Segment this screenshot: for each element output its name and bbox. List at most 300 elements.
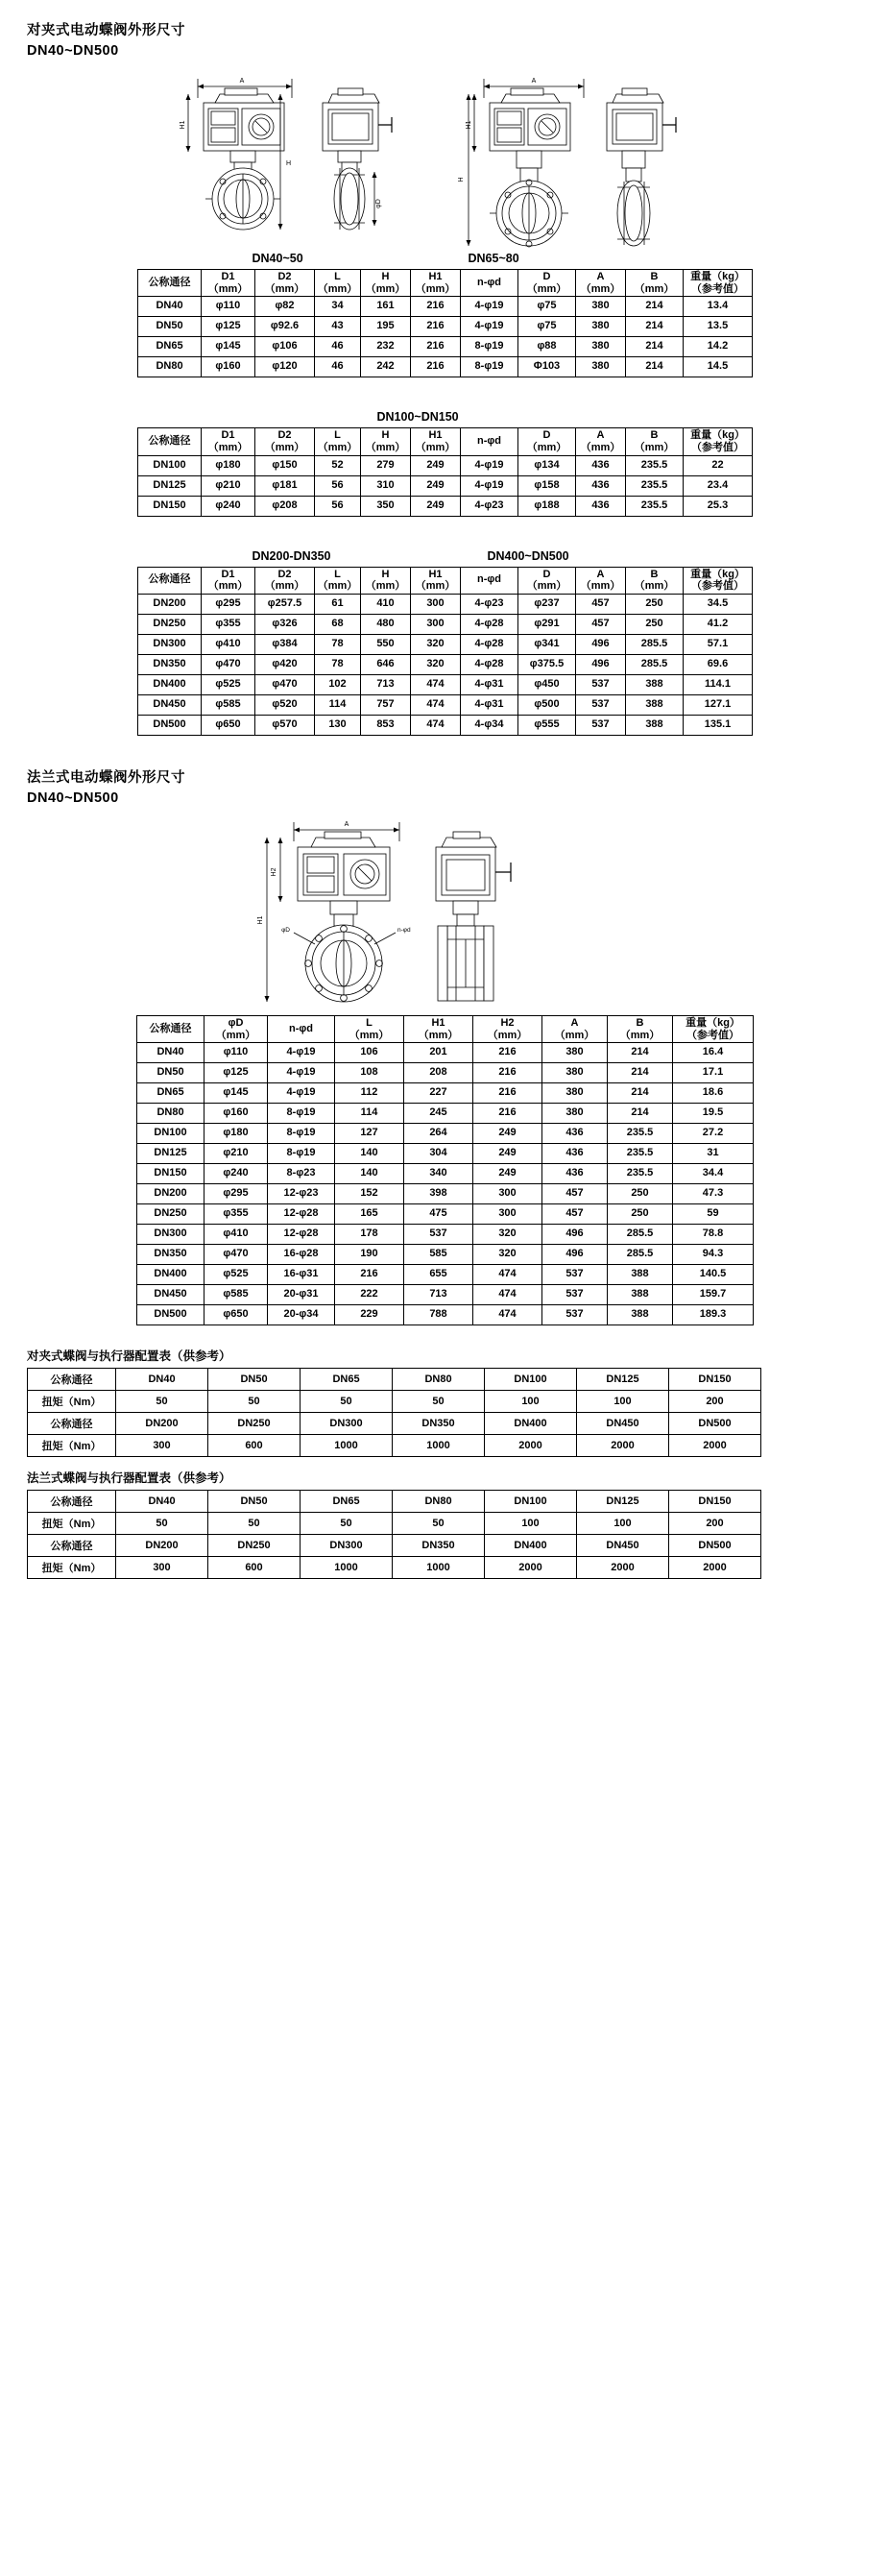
- table-cell: 8-φ23: [268, 1164, 335, 1184]
- config-cell: DN40: [116, 1491, 208, 1513]
- table-cell: 216: [411, 297, 461, 317]
- col-header-line2: （mm）: [349, 1029, 390, 1041]
- row-label: DN150: [138, 496, 202, 516]
- col-header-3: [335, 1015, 404, 1042]
- table-wafer-dn200-dn500: [137, 567, 753, 736]
- config-cell: 50: [301, 1391, 393, 1413]
- table-row: [138, 337, 753, 357]
- table-cell: 853: [361, 715, 411, 735]
- table-cell: 480: [361, 614, 411, 634]
- config-cell: 2000: [577, 1557, 669, 1579]
- table-cell: 320: [473, 1225, 542, 1245]
- table-cell: φ188: [518, 496, 576, 516]
- col-header-9: [626, 428, 684, 455]
- table-cell: 235.5: [626, 496, 684, 516]
- table-cell: 195: [361, 317, 411, 337]
- table-cell: 474: [473, 1285, 542, 1305]
- table-cell: 140: [335, 1164, 404, 1184]
- table-row: [137, 1285, 754, 1305]
- col-header-line2: （mm）: [526, 580, 567, 593]
- col-header-6: n-φd: [461, 567, 518, 594]
- config-row: [28, 1413, 761, 1435]
- config-cell: DN100: [485, 1369, 577, 1391]
- config-cell: DN65: [301, 1491, 393, 1513]
- table-cell: 4-φ19: [461, 297, 518, 317]
- col-header-line1: H1: [428, 429, 443, 442]
- table-cell: φ88: [518, 337, 576, 357]
- table-cell: 14.5: [684, 357, 753, 377]
- config-cell: 1000: [301, 1557, 393, 1579]
- table-cell: 216: [473, 1063, 542, 1083]
- table-cell: 216: [473, 1083, 542, 1104]
- col-header-line1: B: [650, 568, 659, 580]
- figure-wafer-valve: [177, 69, 714, 252]
- config-cell: DN50: [208, 1369, 301, 1391]
- table-row: [138, 634, 753, 654]
- table-wafer-dn40-dn80: [137, 269, 753, 377]
- table-cell: 201: [404, 1043, 473, 1063]
- table-cell: 214: [608, 1083, 673, 1104]
- table-cell: φ295: [202, 594, 255, 614]
- table-cell: φ210: [202, 475, 255, 496]
- table-cell: φ470: [255, 674, 315, 694]
- table-cell: 13.4: [684, 297, 753, 317]
- table-cell: φ106: [255, 337, 315, 357]
- config-cell: DN500: [669, 1535, 761, 1557]
- table-row: [137, 1164, 754, 1184]
- table3-caption-right: DN400~DN500: [487, 548, 569, 563]
- col-header-8: [576, 567, 626, 594]
- table-cell: 249: [411, 496, 461, 516]
- table-cell: 12-φ23: [268, 1184, 335, 1204]
- row-label: DN50: [137, 1063, 204, 1083]
- table-cell: 17.1: [673, 1063, 754, 1083]
- col-header-line1: H2: [500, 1016, 515, 1029]
- col-header-3: [315, 567, 361, 594]
- table-cell: 4-φ19: [268, 1063, 335, 1083]
- col-header-line1: H1: [431, 1016, 445, 1029]
- table-header-row: [138, 270, 753, 297]
- table-cell: 34: [315, 297, 361, 317]
- svg-text:φD: φD: [374, 199, 382, 208]
- col-header-line1: L: [334, 568, 341, 580]
- table-cell: 436: [542, 1124, 608, 1144]
- table-cell: 4-φ19: [268, 1043, 335, 1063]
- section-title-wafer: [27, 21, 890, 61]
- table-cell: φ210: [204, 1144, 268, 1164]
- table-cell: 227: [404, 1083, 473, 1104]
- table-cell: 655: [404, 1265, 473, 1285]
- table-cell: 46: [315, 357, 361, 377]
- col-header-line2: （mm）: [264, 441, 305, 453]
- table-cell: 585: [404, 1245, 473, 1265]
- table-cell: 229: [335, 1305, 404, 1325]
- row-label: DN125: [138, 475, 202, 496]
- col-header-line1: φD: [228, 1016, 244, 1029]
- table-cell: 214: [608, 1104, 673, 1124]
- table-cell: 14.2: [684, 337, 753, 357]
- table-cell: 4-φ23: [461, 594, 518, 614]
- table-cell: 242: [361, 357, 411, 377]
- col-header-line1: D2: [277, 271, 292, 283]
- col-header-line1: H: [381, 271, 390, 283]
- table-cell: 78: [315, 634, 361, 654]
- table-wafer-dn100-dn150: [137, 427, 753, 516]
- table-cell: 19.5: [673, 1104, 754, 1124]
- table-row: [137, 1184, 754, 1204]
- config-cell: 50: [208, 1391, 301, 1413]
- table-cell: φ158: [518, 475, 576, 496]
- table-cell: φ125: [204, 1063, 268, 1083]
- table-cell: φ585: [202, 694, 255, 715]
- config-row: [28, 1535, 761, 1557]
- table-cell: 249: [411, 455, 461, 475]
- table-cell: φ134: [518, 455, 576, 475]
- section1-title-line2: DN40~DN500: [27, 43, 119, 60]
- row-label: DN150: [137, 1164, 204, 1184]
- figure-flange-valve-wrap: [0, 809, 890, 1004]
- table-cell: 388: [608, 1285, 673, 1305]
- table-cell: 300: [473, 1184, 542, 1204]
- table-row: [137, 1245, 754, 1265]
- table-cell: 8-φ19: [461, 337, 518, 357]
- row-label: DN300: [137, 1225, 204, 1245]
- figure1-caption-left: DN40~50: [252, 252, 303, 266]
- svg-text:H2: H2: [270, 867, 277, 877]
- col-header-1: [204, 1015, 268, 1042]
- col-header-1: [202, 270, 255, 297]
- table-cell: φ181: [255, 475, 315, 496]
- table-cell: 27.2: [673, 1124, 754, 1144]
- table-cell: 310: [361, 475, 411, 496]
- table-cell: φ240: [204, 1164, 268, 1184]
- config-row-label: 扭矩（Nm）: [28, 1557, 116, 1579]
- table-cell: 214: [608, 1063, 673, 1083]
- table-row: [138, 694, 753, 715]
- row-label: DN125: [137, 1144, 204, 1164]
- table-cell: 31: [673, 1144, 754, 1164]
- table-cell: 4-φ19: [461, 475, 518, 496]
- table-cell: φ450: [518, 674, 576, 694]
- row-label: DN100: [138, 455, 202, 475]
- col-header-line2: （mm）: [580, 282, 621, 295]
- table-cell: 216: [473, 1104, 542, 1124]
- col-header-line2: （mm）: [487, 1029, 528, 1041]
- col-header-3: [315, 428, 361, 455]
- table-row: [137, 1124, 754, 1144]
- col-header-2: [255, 567, 315, 594]
- table-cell: 550: [361, 634, 411, 654]
- col-header-line1: H: [381, 568, 390, 580]
- config-cell: DN350: [393, 1413, 485, 1435]
- config-row-label: 扭矩（Nm）: [28, 1435, 116, 1457]
- table-cell: 496: [542, 1245, 608, 1265]
- table-cell: 279: [361, 455, 411, 475]
- svg-text:H1: H1: [465, 120, 472, 130]
- table-cell: 388: [608, 1305, 673, 1325]
- table-cell: 4-φ23: [461, 496, 518, 516]
- col-header-line1: D: [542, 568, 551, 580]
- table-row: [137, 1305, 754, 1325]
- row-label: DN500: [138, 715, 202, 735]
- table-flange-torque-config: [27, 1490, 761, 1579]
- table-cell: 216: [411, 337, 461, 357]
- section1-title-line1: 对夹式电动蝶阀外形尺寸: [27, 23, 185, 38]
- table-cell: 214: [626, 337, 684, 357]
- col-header-line2: （参考值）: [691, 580, 744, 593]
- table-header-row: [137, 1015, 754, 1042]
- col-header-line2: （mm）: [317, 441, 358, 453]
- section-title-flange: [27, 768, 890, 809]
- table-cell: φ384: [255, 634, 315, 654]
- config-cell: DN50: [208, 1491, 301, 1513]
- config-cell: 1000: [301, 1435, 393, 1457]
- table-row: [138, 674, 753, 694]
- table-cell: φ237: [518, 594, 576, 614]
- col-header-1: [202, 567, 255, 594]
- table-cell: 537: [404, 1225, 473, 1245]
- table-cell: φ326: [255, 614, 315, 634]
- table-cell: φ257.5: [255, 594, 315, 614]
- svg-text:A: A: [344, 820, 349, 828]
- table2-caption: DN100~DN150: [376, 410, 459, 425]
- table-header-row: [138, 428, 753, 455]
- table-cell: 757: [361, 694, 411, 715]
- table-cell: 52: [315, 455, 361, 475]
- table-wafer-torque-config: [27, 1368, 761, 1457]
- col-header-line1: D1: [221, 429, 235, 442]
- table-cell: 216: [473, 1043, 542, 1063]
- table-cell: 34.4: [673, 1164, 754, 1184]
- row-label: DN40: [137, 1043, 204, 1063]
- table-cell: 474: [411, 694, 461, 715]
- table-cell: 249: [473, 1164, 542, 1184]
- col-header-line1: B: [650, 429, 659, 442]
- table-cell: 214: [626, 317, 684, 337]
- config-cell: DN400: [485, 1413, 577, 1435]
- table-cell: 4-φ28: [461, 614, 518, 634]
- config-cell: 2000: [669, 1435, 761, 1457]
- config-row-label: 公称通径: [28, 1535, 116, 1557]
- table-cell: 410: [361, 594, 411, 614]
- table-cell: 788: [404, 1305, 473, 1325]
- col-header-line2: （mm）: [317, 580, 358, 593]
- col-header-line1: D: [542, 429, 551, 442]
- table-cell: 235.5: [626, 455, 684, 475]
- config-cell: DN125: [577, 1369, 669, 1391]
- table-row: [138, 594, 753, 614]
- row-label: DN100: [137, 1124, 204, 1144]
- table-cell: 380: [542, 1104, 608, 1124]
- table-cell: 161: [361, 297, 411, 317]
- config-row: [28, 1513, 761, 1535]
- col-header-line2: （mm）: [215, 1029, 256, 1041]
- table-row: [137, 1204, 754, 1225]
- col-header-2: [255, 428, 315, 455]
- table-cell: 216: [411, 317, 461, 337]
- table-cell: 4-φ19: [268, 1083, 335, 1104]
- table-row: [137, 1144, 754, 1164]
- table-cell: 457: [542, 1184, 608, 1204]
- config-cell: 2000: [485, 1435, 577, 1457]
- table-cell: 496: [542, 1225, 608, 1245]
- table-cell: φ355: [202, 614, 255, 634]
- table-cell: 380: [542, 1083, 608, 1104]
- figure-flange-valve: [234, 816, 657, 1004]
- table-cell: 249: [473, 1144, 542, 1164]
- table-cell: 25.3: [684, 496, 753, 516]
- col-header-line2: （mm）: [526, 282, 567, 295]
- config-cell: DN300: [301, 1535, 393, 1557]
- table-cell: φ145: [202, 337, 255, 357]
- col-header-line1: L: [334, 429, 341, 442]
- table-cell: φ208: [255, 496, 315, 516]
- table-cell: φ75: [518, 297, 576, 317]
- table-cell: 285.5: [626, 654, 684, 674]
- table-cell: 23.4: [684, 475, 753, 496]
- table-cell: 140: [335, 1144, 404, 1164]
- svg-text:A: A: [531, 78, 536, 85]
- svg-text:H: H: [457, 177, 465, 182]
- table-cell: 127.1: [684, 694, 753, 715]
- table-cell: 13.5: [684, 317, 753, 337]
- config-cell: 300: [116, 1435, 208, 1457]
- table-cell: 474: [473, 1265, 542, 1285]
- table-cell: 457: [576, 594, 626, 614]
- col-header-line1: 重量（kg）: [686, 1016, 740, 1029]
- table-cell: 380: [542, 1063, 608, 1083]
- col-header-0: 公称通径: [138, 428, 202, 455]
- table-cell: 140.5: [673, 1265, 754, 1285]
- col-header-line2: （mm）: [415, 441, 456, 453]
- svg-text:H1: H1: [256, 915, 264, 925]
- table-cell: φ470: [204, 1245, 268, 1265]
- col-header-line1: D1: [221, 568, 235, 580]
- table-cell: 388: [626, 715, 684, 735]
- table-cell: 214: [608, 1043, 673, 1063]
- table-cell: 190: [335, 1245, 404, 1265]
- table-cell: φ295: [204, 1184, 268, 1204]
- table-cell: 16.4: [673, 1043, 754, 1063]
- table-cell: 114.1: [684, 674, 753, 694]
- col-header-9: [626, 270, 684, 297]
- table-cell: 4-φ31: [461, 674, 518, 694]
- table-cell: 16-φ28: [268, 1245, 335, 1265]
- table-cell: φ375.5: [518, 654, 576, 674]
- table-cell: Φ103: [518, 357, 576, 377]
- config-cell: 200: [669, 1391, 761, 1413]
- config-cell: DN80: [393, 1491, 485, 1513]
- svg-text:φD: φD: [280, 926, 290, 934]
- table-cell: 214: [626, 357, 684, 377]
- table-cell: 56: [315, 496, 361, 516]
- table-cell: φ120: [255, 357, 315, 377]
- table-cell: 320: [411, 654, 461, 674]
- row-label: DN250: [138, 614, 202, 634]
- table-cell: 108: [335, 1063, 404, 1083]
- config-cell: DN125: [577, 1491, 669, 1513]
- table-cell: 250: [608, 1184, 673, 1204]
- col-header-line1: 重量（kg）: [690, 568, 745, 580]
- table-cell: φ240: [202, 496, 255, 516]
- row-label: DN500: [137, 1305, 204, 1325]
- col-header-9: [626, 567, 684, 594]
- table3-caption-left: DN200-DN350: [252, 548, 331, 563]
- config-cell: 300: [116, 1557, 208, 1579]
- table-cell: 232: [361, 337, 411, 357]
- config-row-label: 扭矩（Nm）: [28, 1391, 116, 1413]
- col-header-8: [576, 428, 626, 455]
- table-cell: 102: [315, 674, 361, 694]
- table-cell: φ125: [202, 317, 255, 337]
- col-header-6: n-φd: [461, 270, 518, 297]
- figure1-captions: [99, 252, 792, 269]
- table-cell: 189.3: [673, 1305, 754, 1325]
- config-cell: 100: [485, 1391, 577, 1413]
- col-header-5: [473, 1015, 542, 1042]
- table-cell: 114: [335, 1104, 404, 1124]
- table-cell: 285.5: [608, 1245, 673, 1265]
- table-cell: 61: [315, 594, 361, 614]
- table-cell: φ160: [204, 1104, 268, 1124]
- table-cell: 235.5: [608, 1144, 673, 1164]
- table-cell: 34.5: [684, 594, 753, 614]
- row-label: DN200: [138, 594, 202, 614]
- col-header-line1: L: [334, 271, 341, 283]
- table-cell: 285.5: [608, 1225, 673, 1245]
- table-cell: φ420: [255, 654, 315, 674]
- table-cell: 250: [608, 1204, 673, 1225]
- config-cell: 600: [208, 1435, 301, 1457]
- config-row-label: 公称通径: [28, 1491, 116, 1513]
- table-cell: 208: [404, 1063, 473, 1083]
- col-header-4: [361, 567, 411, 594]
- table-cell: 496: [576, 634, 626, 654]
- table-cell: 41.2: [684, 614, 753, 634]
- col-header-2: [255, 270, 315, 297]
- table-cell: 457: [576, 614, 626, 634]
- table-cell: 4-φ28: [461, 634, 518, 654]
- col-header-line2: （mm）: [317, 282, 358, 295]
- row-label: DN40: [138, 297, 202, 317]
- table-cell: 436: [542, 1144, 608, 1164]
- table-cell: φ470: [202, 654, 255, 674]
- table-cell: 18.6: [673, 1083, 754, 1104]
- config-cell: DN80: [393, 1369, 485, 1391]
- table-cell: 8-φ19: [268, 1144, 335, 1164]
- table-cell: φ650: [202, 715, 255, 735]
- table-cell: φ110: [202, 297, 255, 317]
- table-cell: 537: [542, 1305, 608, 1325]
- table-cell: φ150: [255, 455, 315, 475]
- config-row: [28, 1557, 761, 1579]
- table-row: [137, 1043, 754, 1063]
- config-cell: DN100: [485, 1491, 577, 1513]
- row-label: DN400: [137, 1265, 204, 1285]
- table-cell: 250: [626, 594, 684, 614]
- table-cell: 304: [404, 1144, 473, 1164]
- table-cell: 380: [542, 1043, 608, 1063]
- table-cell: φ160: [202, 357, 255, 377]
- table-cell: 475: [404, 1204, 473, 1225]
- row-label: DN80: [138, 357, 202, 377]
- table-cell: 43: [315, 317, 361, 337]
- table-cell: 8-φ19: [268, 1124, 335, 1144]
- table-row: [137, 1083, 754, 1104]
- table-cell: φ650: [204, 1305, 268, 1325]
- col-header-0: 公称通径: [137, 1015, 204, 1042]
- col-header-line1: B: [636, 1016, 644, 1029]
